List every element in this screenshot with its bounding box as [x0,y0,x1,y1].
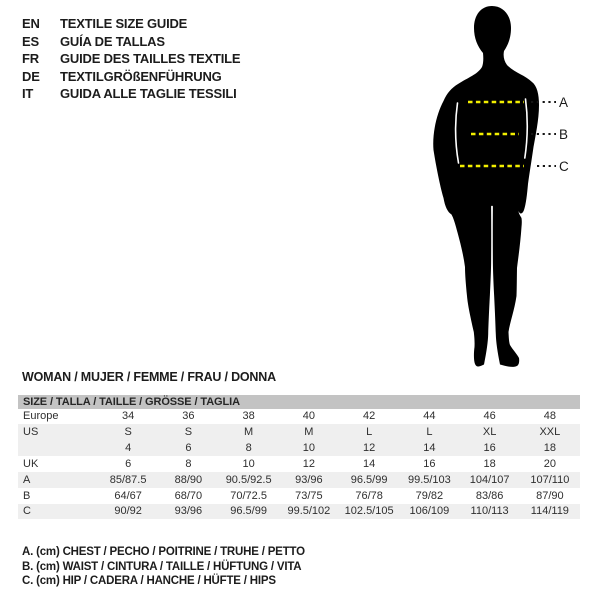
size-table-body [18,409,580,520]
table-cell: 90/92 [114,505,142,518]
row-label: B [23,489,31,502]
table-row [18,488,580,504]
table-cell: 8 [245,442,252,455]
table-cell: 102.5/105 [344,505,394,518]
table-cell: 83/86 [475,489,504,502]
table-cell: 42 [363,410,376,423]
table-cell: 110/113 [470,505,509,518]
table-cell: 40 [302,410,315,423]
row-label: US [23,426,39,439]
marker-letter-a: A [559,95,569,110]
table-cell: 99.5/103 [407,473,451,486]
table-cell: S [184,426,193,439]
marker-letter-b: B [559,127,569,142]
table-cell: 96.5/99 [350,473,388,486]
table-cell: 64/67 [114,489,142,502]
legend-chest: A. (cm) CHEST / PECHO / POITRINE / TRUHE / PETTO [22,546,305,558]
table-cell: 4 [125,442,132,455]
guide-title: TEXTILE SIZE GUIDE [60,16,188,32]
table-cell: 38 [242,410,255,423]
table-cell: 93/96 [174,505,203,518]
table-cell: 85/87.5 [109,473,147,486]
table-cell: S [124,426,132,439]
guide-title: GUÍA DE TALLAS [60,33,165,49]
table-cell: L [426,426,433,439]
table-cell: 34 [122,410,135,423]
language-title-block [22,15,240,103]
table-cell: 6 [125,457,132,470]
table-row [18,472,580,488]
row-label: A [23,473,31,486]
size-table [18,395,580,519]
language-code: ES [22,33,39,49]
table-cell: 96.5/99 [230,505,267,518]
table-cell: 106/109 [409,505,450,518]
table-cell: 8 [185,457,192,470]
legend-waist: B. (cm) WAIST / CINTURA / TAILLE / HÜFTUNG / VITA [22,560,302,573]
table-cell: 10 [302,442,315,455]
table-cell: 88/90 [174,473,203,486]
table-cell: 90.5/92.5 [225,473,272,486]
table-cell: XL [482,426,497,439]
table-cell: M [304,426,314,439]
table-cell: 36 [182,410,195,423]
table-cell: 79/82 [415,489,444,502]
table-row [18,440,580,456]
row-label: Europe [23,410,59,423]
language-code: EN [22,16,40,32]
table-cell: 48 [543,410,556,423]
table-cell: 16 [423,457,436,470]
guide-title: TEXTILGRÖßENFÜHRUNG [60,68,222,84]
table-cell: 70/72.5 [230,489,267,502]
table-cell: L [366,426,373,439]
table-cell: 87/90 [536,489,564,502]
table-cell: 18 [543,442,556,455]
table-cell: 46 [483,410,496,423]
table-cell: 10 [242,457,255,470]
row-label: UK [23,457,39,470]
size-table-header: SIZE / TALLA / TAILLE / GRÖSSE / TAGLIA [18,395,580,409]
language-code: FR [22,51,39,67]
table-cell: 14 [363,457,376,470]
table-cell: 73/75 [295,489,323,502]
table-cell: XXL [539,426,561,439]
table-cell: 18 [483,457,496,470]
table-cell: M [244,426,254,439]
table-cell: 107/110 [530,473,570,486]
table-cell: 6 [185,442,192,455]
woman-measurement-figure [420,0,600,375]
table-cell: 14 [423,442,436,455]
table-cell: 68/70 [174,489,203,502]
table-row [18,424,580,440]
language-row [22,68,240,86]
table-cell: 93/96 [295,473,323,486]
legend-hip: C. (cm) HIP / CADERA / HANCHE / HÜFTE / HIPS [22,575,276,588]
table-row [18,409,580,425]
language-code: DE [22,68,40,84]
language-row [22,15,240,33]
table-cell: 16 [483,442,496,455]
table-cell: 104/107 [469,473,510,486]
table-cell: 20 [543,457,556,470]
language-code: IT [22,86,34,102]
language-row [22,85,240,103]
table-row [18,456,580,472]
table-cell: 12 [302,457,315,470]
guide-title: GUIDE DES TAILLES TEXTILE [60,51,241,67]
guide-title: GUIDA ALLE TAGLIE TESSILI [60,86,237,102]
woman-silhouette [433,6,539,367]
table-cell: 99.5/102 [287,505,331,518]
table-cell: 12 [363,442,376,455]
measurement-legend [22,546,305,590]
table-cell: 76/78 [355,489,383,502]
row-label: C [23,505,31,518]
table-row [18,504,580,520]
section-title-woman: WOMAN / MUJER / FEMME / FRAU / DONNA [22,370,276,384]
table-cell: 114/119 [530,505,569,518]
language-row [22,50,240,68]
table-cell: 44 [423,410,436,423]
language-row [22,33,240,51]
marker-letter-c: C [559,159,569,174]
